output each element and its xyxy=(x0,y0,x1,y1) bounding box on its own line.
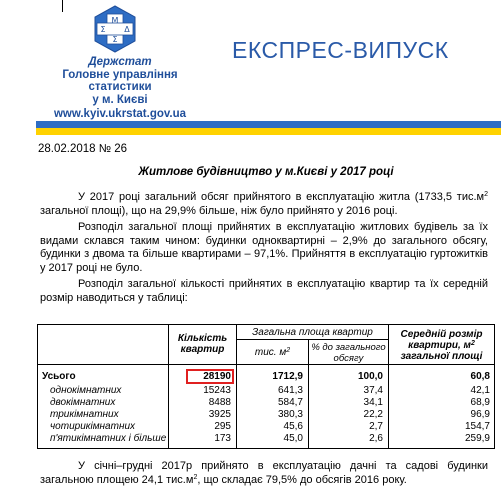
row-1room-pct: 37,4 xyxy=(363,385,383,396)
release-label: ЕКСПРЕС-ВИПУСК xyxy=(232,37,449,63)
org-line-1: Головне управління xyxy=(62,68,178,81)
row-total-count: 28190 xyxy=(203,371,231,382)
flag-band-blue xyxy=(36,121,501,128)
total-count-highlight xyxy=(186,369,234,384)
row-4room-avg: 154,7 xyxy=(464,421,490,432)
row-2room-area: 584,7 xyxy=(277,397,303,408)
row-2room-avg: 68,9 xyxy=(470,397,490,408)
organization-block xyxy=(40,56,200,121)
document-title: Житлове будівництво у м.Києві у 2017 році xyxy=(138,166,394,178)
row-3room-pct: 22,2 xyxy=(363,409,383,420)
row-4room-area: 45,6 xyxy=(283,421,303,432)
website-link[interactable]: www.kyiv.ukrstat.gov.ua xyxy=(53,108,187,120)
header-area-pct: % до загального обсягу xyxy=(311,342,386,364)
header-area-abs: тис. $м^2$ xyxy=(254,347,291,358)
row-2room-count: 8488 xyxy=(208,397,231,408)
paragraph-2: Розподіл загальної площі прийнятих в експлуатацію житлових будівель за їх видами склався таким чином: будинки одноквартирні – 2,9% до загального обсягу, будинки з двома та більше квартирами – 97,1%. Прийняття в експлуатацію гуртожитків у 2017 році не було. xyxy=(40,221,488,274)
row-1room-count: 15243 xyxy=(203,385,231,396)
row-2room-pct: 34,1 xyxy=(363,397,383,408)
row-1room-label: однокімнатних xyxy=(50,385,122,396)
paragraph-3: Розподіл загальної кількості прийнятих в експлуатацію квартир та їх середній розмір наводиться у таблиці: xyxy=(40,278,488,304)
header-area-group: Загальна площа квартир xyxy=(252,327,373,338)
row-total-area: 1712,9 xyxy=(272,371,303,382)
row-total-avg: 60,8 xyxy=(470,371,490,382)
row-4room-pct: 2,7 xyxy=(369,421,383,432)
issue-date-number: 28.02.2018 № 26 xyxy=(38,143,128,155)
row-5room-avg: 259,9 xyxy=(464,433,490,444)
svg-text:M: M xyxy=(111,16,119,25)
svg-text:Δ: Δ xyxy=(124,25,130,34)
svg-text:Σ: Σ xyxy=(112,35,118,44)
row-3room-label: трикімнатних xyxy=(50,409,119,420)
row-4room-label: чотирикімнатних xyxy=(50,421,136,432)
row-3room-avg: 96,9 xyxy=(470,409,490,420)
row-2room-label: двокімнатних xyxy=(50,397,116,408)
row-5room-area: 45,0 xyxy=(283,433,303,444)
corner-mark xyxy=(62,0,63,12)
row-1room-area: 641,3 xyxy=(277,385,303,396)
ukrstat-emblem-icon xyxy=(92,4,138,54)
agency-name: Держстат xyxy=(88,56,152,68)
paragraph-4: У січні–грудні 2017р прийнято в експлуатацію дачні та садові будинки загальною площею 24,1 $тис.м^2$, що складає 79,5% до обсягів 2016 року. xyxy=(40,460,488,486)
row-5room-label: п'ятикімнатних і більше xyxy=(50,433,167,444)
svg-text:Σ: Σ xyxy=(100,25,106,34)
header-count: Кількість квартир xyxy=(177,333,228,355)
row-5room-pct: 2,6 xyxy=(369,433,383,444)
row-3room-area: 380,3 xyxy=(277,409,303,420)
flag-band-yellow xyxy=(36,128,501,135)
row-total-label: Усього xyxy=(42,371,76,382)
row-4room-count: 295 xyxy=(214,421,231,432)
paragraph-1: У 2017 році загальний обсяг прийнятого в експлуатацію житла (1733,5 $тис.м^2$ загальної площі), що на 29,9% більше, ніж було прийнято у 2016 році. xyxy=(40,191,488,217)
row-1room-avg: 42,1 xyxy=(470,385,490,396)
row-3room-count: 3925 xyxy=(208,409,231,420)
org-line-2: статистики xyxy=(88,81,152,93)
apartments-table xyxy=(37,324,495,449)
header-avg-size: Середній розмір квартири, $м^2$ загальної площі xyxy=(400,329,483,362)
row-5room-count: 173 xyxy=(214,433,231,444)
row-total-pct: 100,0 xyxy=(357,371,383,382)
org-line-3: у м. Києві xyxy=(92,93,148,106)
